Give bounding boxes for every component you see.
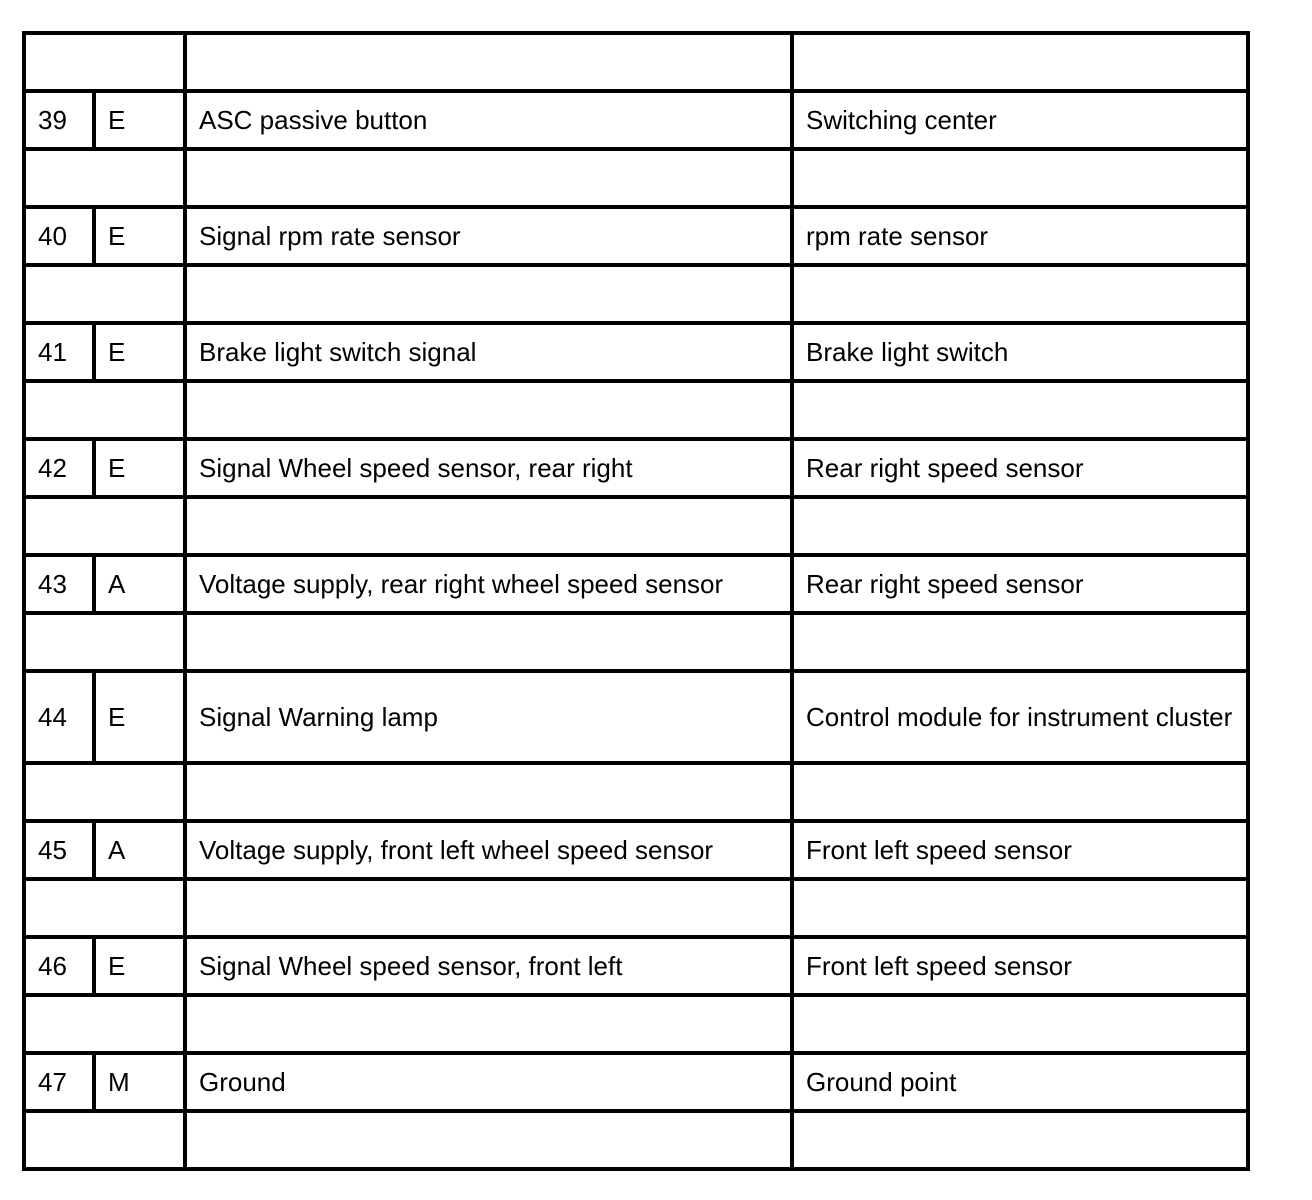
empty-cell bbox=[185, 995, 792, 1053]
empty-cell bbox=[24, 613, 185, 671]
table-row bbox=[24, 555, 1248, 613]
connected-component: Brake light switch bbox=[792, 323, 1248, 381]
table-row bbox=[24, 207, 1248, 265]
spacer-row bbox=[24, 381, 1248, 439]
signal-description: Signal Wheel speed sensor, rear right bbox=[185, 439, 792, 497]
connected-component: rpm rate sensor bbox=[792, 207, 1248, 265]
connected-component: Front left speed sensor bbox=[792, 937, 1248, 995]
spacer-row bbox=[24, 995, 1248, 1053]
pin-assignment-table bbox=[22, 31, 1250, 1171]
empty-cell bbox=[24, 995, 185, 1053]
empty-cell bbox=[24, 1111, 185, 1169]
empty-cell bbox=[792, 613, 1248, 671]
connected-component: Control module for instrument cluster bbox=[792, 671, 1248, 763]
signal-type: E bbox=[94, 207, 185, 265]
empty-cell bbox=[792, 497, 1248, 555]
empty-cell bbox=[185, 149, 792, 207]
empty-cell bbox=[185, 265, 792, 323]
spacer-row bbox=[24, 149, 1248, 207]
signal-type: E bbox=[94, 937, 185, 995]
signal-description: Brake light switch signal bbox=[185, 323, 792, 381]
empty-cell bbox=[792, 879, 1248, 937]
empty-cell bbox=[185, 381, 792, 439]
signal-description: ASC passive button bbox=[185, 91, 792, 149]
empty-cell bbox=[792, 149, 1248, 207]
spacer-row bbox=[24, 265, 1248, 323]
pin-number: 46 bbox=[24, 937, 94, 995]
signal-description: Signal rpm rate sensor bbox=[185, 207, 792, 265]
pin-number: 42 bbox=[24, 439, 94, 497]
empty-cell bbox=[792, 265, 1248, 323]
signal-type: E bbox=[94, 671, 185, 763]
connected-component: Rear right speed sensor bbox=[792, 439, 1248, 497]
signal-description: Voltage supply, front left wheel speed sensor bbox=[185, 821, 792, 879]
spacer-row bbox=[24, 613, 1248, 671]
pin-number: 47 bbox=[24, 1053, 94, 1111]
table-row bbox=[24, 1053, 1248, 1111]
table-row bbox=[24, 821, 1248, 879]
signal-type: E bbox=[94, 439, 185, 497]
table-row bbox=[24, 937, 1248, 995]
empty-cell bbox=[792, 995, 1248, 1053]
table-row bbox=[24, 323, 1248, 381]
spacer-row bbox=[24, 1111, 1248, 1169]
empty-cell bbox=[24, 265, 185, 323]
connected-component: Switching center bbox=[792, 91, 1248, 149]
signal-description: Ground bbox=[185, 1053, 792, 1111]
empty-cell bbox=[24, 33, 185, 91]
spacer-row bbox=[24, 879, 1248, 937]
pin-number: 43 bbox=[24, 555, 94, 613]
empty-cell bbox=[792, 33, 1248, 91]
table-row bbox=[24, 439, 1248, 497]
signal-description: Signal Wheel speed sensor, front left bbox=[185, 937, 792, 995]
spacer-row bbox=[24, 33, 1248, 91]
signal-type: M bbox=[94, 1053, 185, 1111]
empty-cell bbox=[792, 381, 1248, 439]
empty-cell bbox=[24, 149, 185, 207]
spacer-row bbox=[24, 497, 1248, 555]
empty-cell bbox=[185, 613, 792, 671]
empty-cell bbox=[185, 763, 792, 821]
signal-type: A bbox=[94, 821, 185, 879]
signal-description: Signal Warning lamp bbox=[185, 671, 792, 763]
empty-cell bbox=[185, 1111, 792, 1169]
empty-cell bbox=[24, 879, 185, 937]
empty-cell bbox=[792, 1111, 1248, 1169]
empty-cell bbox=[24, 381, 185, 439]
signal-description: Voltage supply, rear right wheel speed sensor bbox=[185, 555, 792, 613]
signal-type: E bbox=[94, 91, 185, 149]
empty-cell bbox=[24, 497, 185, 555]
pin-number: 41 bbox=[24, 323, 94, 381]
empty-cell bbox=[792, 763, 1248, 821]
connected-component: Front left speed sensor bbox=[792, 821, 1248, 879]
table-row bbox=[24, 91, 1248, 149]
empty-cell bbox=[185, 879, 792, 937]
signal-type: A bbox=[94, 555, 185, 613]
pin-number: 44 bbox=[24, 671, 94, 763]
pin-number: 39 bbox=[24, 91, 94, 149]
pin-table-body bbox=[24, 33, 1248, 1169]
pin-number: 40 bbox=[24, 207, 94, 265]
pin-number: 45 bbox=[24, 821, 94, 879]
connected-component: Rear right speed sensor bbox=[792, 555, 1248, 613]
spacer-row bbox=[24, 763, 1248, 821]
empty-cell bbox=[24, 763, 185, 821]
connected-component: Ground point bbox=[792, 1053, 1248, 1111]
empty-cell bbox=[185, 497, 792, 555]
signal-type: E bbox=[94, 323, 185, 381]
empty-cell bbox=[185, 33, 792, 91]
table-row bbox=[24, 671, 1248, 763]
